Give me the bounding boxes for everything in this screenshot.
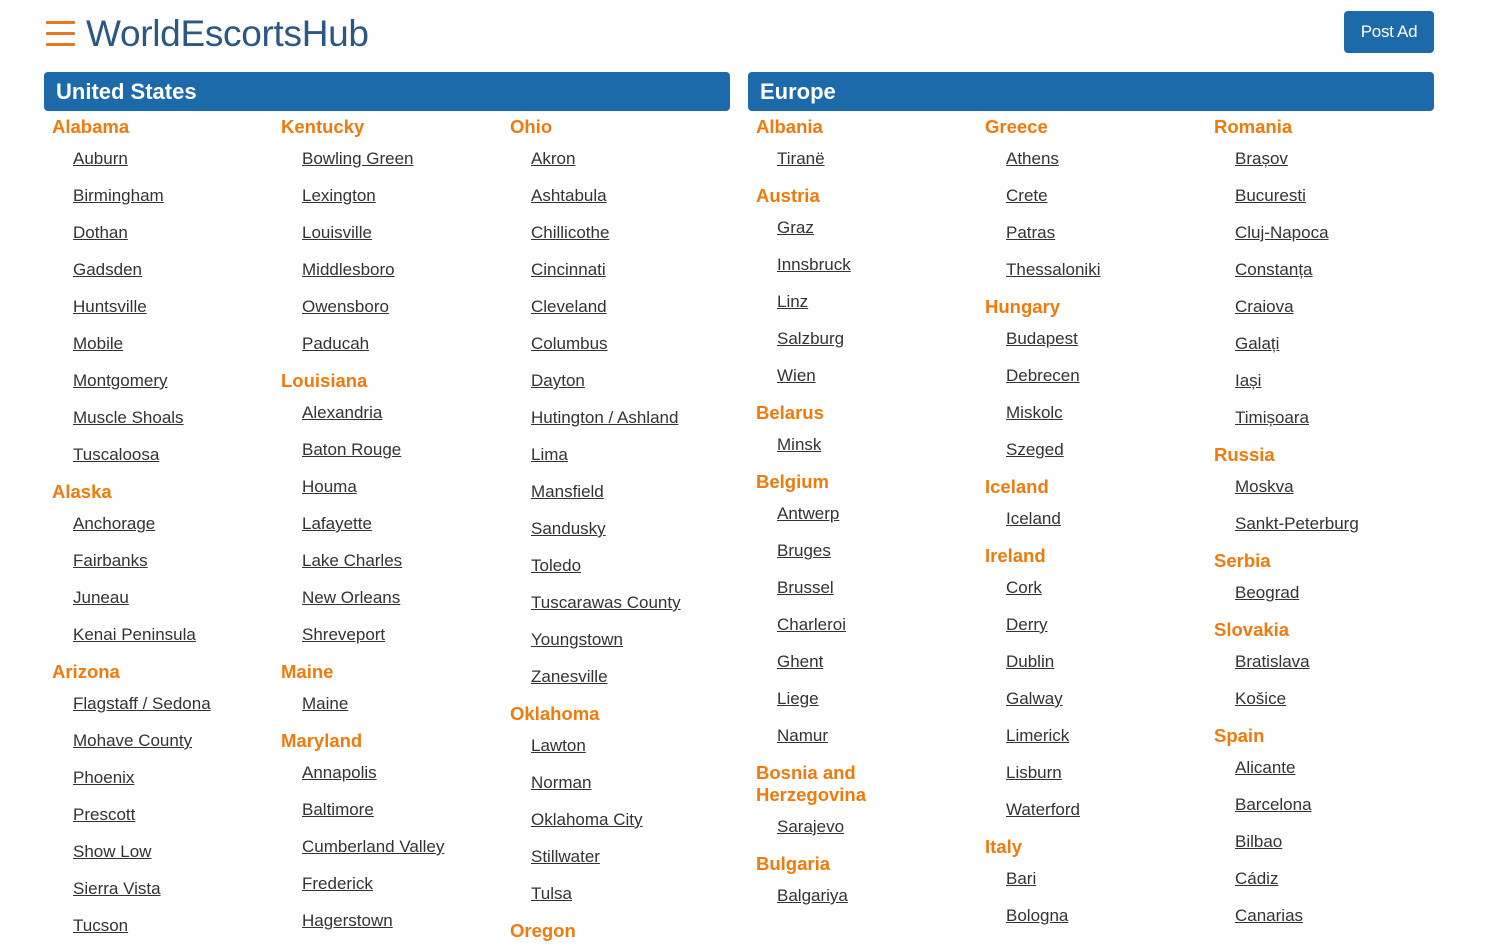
location-group (281, 366, 502, 657)
city-link[interactable]: Norman (531, 773, 592, 792)
city-link[interactable]: Namur (777, 726, 829, 745)
city-link[interactable]: Bari (1006, 869, 1037, 888)
location-column (502, 111, 731, 948)
city-link[interactable]: Waterford (1006, 800, 1081, 819)
post-ad-button[interactable]: Post Ad (1344, 11, 1434, 53)
location-group-heading: Iceland (985, 476, 1049, 497)
location-group (52, 477, 273, 657)
location-group (1214, 440, 1435, 546)
city-link[interactable]: Bratislava (1235, 652, 1310, 671)
city-link[interactable]: Ghent (777, 652, 824, 671)
top-bar (0, 0, 1486, 70)
menu-bar-line (46, 21, 75, 24)
city-link[interactable]: Baton Rouge (302, 440, 402, 459)
city-link[interactable]: Prescott (73, 805, 136, 824)
city-link[interactable]: Mansfield (531, 482, 604, 501)
city-link[interactable]: Košice (1235, 689, 1287, 708)
city-link[interactable]: Ashtabula (531, 186, 607, 205)
city-link[interactable]: Chillicothe (531, 223, 610, 242)
location-group-heading: Oklahoma (510, 703, 600, 724)
city-link[interactable]: Salzburg (777, 329, 845, 348)
city-link[interactable]: Brașov (1235, 149, 1288, 168)
location-group (281, 111, 502, 366)
site-logo[interactable]: WorldEscortsHub (86, 13, 369, 54)
location-group-heading: Alabama (52, 116, 130, 137)
city-link[interactable]: Crete (1006, 186, 1048, 205)
city-link[interactable]: Shreveport (302, 625, 386, 644)
city-link[interactable]: Show Low (73, 842, 152, 861)
city-link[interactable]: Frederick (302, 874, 373, 893)
city-link[interactable]: Charleroi (777, 615, 846, 634)
city-link[interactable]: Antwerp (777, 504, 840, 523)
location-group (985, 832, 1206, 938)
location-column (977, 111, 1206, 938)
region-europe (748, 72, 1434, 925)
city-link[interactable]: Juneau (73, 588, 129, 607)
city-link[interactable]: Cleveland (531, 297, 607, 316)
location-group (510, 699, 731, 916)
location-group (1214, 721, 1435, 938)
city-link[interactable]: Baltimore (302, 800, 374, 819)
city-link[interactable]: Dublin (1006, 652, 1055, 671)
region-united-states (44, 72, 730, 941)
location-group (756, 398, 977, 467)
city-link[interactable]: Sankt-Peterburg (1235, 514, 1359, 533)
location-group (1214, 546, 1435, 615)
city-link[interactable]: Dothan (73, 223, 128, 242)
location-group (756, 111, 977, 181)
city-link[interactable]: Mohave County (73, 731, 193, 750)
location-column (273, 111, 502, 943)
city-link[interactable]: Tuscarawas County (531, 593, 681, 612)
location-group (756, 758, 977, 849)
location-group-heading: Hungary (985, 296, 1061, 317)
city-link[interactable]: Lafayette (302, 514, 372, 533)
location-group-heading: Belgium (756, 471, 829, 492)
location-group-heading: Bulgaria (756, 853, 831, 874)
city-link[interactable]: Akron (531, 149, 576, 168)
city-link[interactable]: Lake Charles (302, 551, 403, 570)
city-link[interactable]: New Orleans (302, 588, 401, 607)
city-link[interactable]: Cumberland Valley (302, 837, 445, 856)
location-group-heading: Russia (1214, 444, 1275, 465)
city-link[interactable]: Tiranë (777, 149, 825, 168)
city-link[interactable]: Bilbao (1235, 832, 1283, 851)
location-group-heading: Arizona (52, 661, 120, 682)
city-link[interactable]: Houma (302, 477, 357, 496)
city-link[interactable]: Lisburn (1006, 763, 1062, 782)
location-group-heading: Louisiana (281, 370, 368, 391)
city-link[interactable]: Sandusky (531, 519, 606, 538)
city-link[interactable]: Patras (1006, 223, 1056, 242)
city-link[interactable]: Dayton (531, 371, 585, 390)
city-link[interactable]: Louisville (302, 223, 372, 242)
city-link[interactable]: Middlesboro (302, 260, 395, 279)
city-link[interactable]: Craiova (1235, 297, 1294, 316)
city-link[interactable]: Oklahoma City (531, 810, 643, 829)
city-link[interactable]: Bruges (777, 541, 831, 560)
city-link[interactable]: Barcelona (1235, 795, 1312, 814)
city-link[interactable]: Toledo (531, 556, 582, 575)
city-link[interactable]: Lawton (531, 736, 586, 755)
city-link[interactable]: Tuscaloosa (73, 445, 160, 464)
city-link[interactable]: Muscle Shoals (73, 408, 184, 427)
location-group (756, 181, 977, 398)
location-column (1206, 111, 1435, 938)
city-link[interactable]: Iceland (1006, 509, 1061, 528)
location-group (756, 467, 977, 758)
city-link[interactable]: Liege (777, 689, 819, 708)
location-group (510, 111, 731, 699)
city-link[interactable]: Constanța (1235, 260, 1313, 279)
city-link[interactable]: Szeged (1006, 440, 1064, 459)
location-group (985, 541, 1206, 832)
city-link[interactable]: Galway (1006, 689, 1063, 708)
city-link[interactable]: Canarias (1235, 906, 1304, 925)
location-group-heading: Ireland (985, 545, 1046, 566)
location-column (44, 111, 273, 948)
city-link[interactable]: Miskolc (1006, 403, 1063, 422)
location-group (1214, 615, 1435, 721)
location-group (52, 111, 273, 477)
location-group-heading: Kentucky (281, 116, 365, 137)
city-link[interactable]: Tucson (73, 916, 129, 935)
city-link[interactable]: Alicante (1235, 758, 1296, 777)
city-link[interactable]: Cork (1006, 578, 1042, 597)
location-group (52, 657, 273, 948)
city-link[interactable]: Hutington / Ashland (531, 408, 679, 427)
location-group-heading: Albania (756, 116, 823, 137)
location-group-heading: Alaska (52, 481, 112, 502)
location-group-heading: Serbia (1214, 550, 1271, 571)
city-link[interactable]: Fairbanks (73, 551, 148, 570)
city-link[interactable]: Huntsville (73, 297, 147, 316)
city-link[interactable]: Sarajevo (777, 817, 845, 836)
location-group-heading: Bosnia and Herzegovina (756, 762, 867, 805)
location-group-heading: Oregon (510, 920, 576, 941)
city-link[interactable]: Youngstown (531, 630, 624, 649)
location-group-heading: Greece (985, 116, 1048, 137)
region-title: Europe (748, 72, 1434, 111)
city-link[interactable]: Lexington (302, 186, 376, 205)
city-link[interactable]: Debrecen (1006, 366, 1080, 385)
city-link[interactable]: Linz (777, 292, 809, 311)
location-group-heading: Austria (756, 185, 820, 206)
city-link[interactable]: Tulsa (531, 884, 572, 903)
city-link[interactable]: Annapolis (302, 763, 377, 782)
city-link[interactable]: Columbus (531, 334, 608, 353)
location-group-heading: Maryland (281, 730, 363, 751)
location-group-heading: Italy (985, 836, 1023, 857)
city-link[interactable]: Athens (1006, 149, 1059, 168)
city-link[interactable]: Zanesville (531, 667, 608, 686)
city-link[interactable]: Kenai Peninsula (73, 625, 196, 644)
city-link[interactable]: Stillwater (531, 847, 600, 866)
city-link[interactable]: Montgomery (73, 371, 168, 390)
city-link[interactable]: Galați (1235, 334, 1280, 353)
location-group (1214, 111, 1435, 440)
city-link[interactable]: Balgariya (777, 886, 848, 905)
city-link[interactable]: Beograd (1235, 583, 1300, 602)
location-group-heading: Spain (1214, 725, 1265, 746)
city-link[interactable]: Brussel (777, 578, 834, 597)
city-link[interactable]: Cádiz (1235, 869, 1279, 888)
city-link[interactable]: Cluj-Napoca (1235, 223, 1329, 242)
city-link[interactable]: Gadsden (73, 260, 142, 279)
city-link[interactable]: Auburn (73, 149, 128, 168)
city-link[interactable]: Iași (1235, 371, 1262, 390)
hamburger-menu-icon[interactable] (46, 18, 75, 48)
location-group (281, 726, 502, 943)
location-group (756, 849, 977, 918)
location-group-heading: Romania (1214, 116, 1293, 137)
city-link[interactable]: Limerick (1006, 726, 1070, 745)
region-title: United States (44, 72, 730, 111)
city-link[interactable]: Timișoara (1235, 408, 1309, 427)
city-link[interactable]: Wien (777, 366, 816, 385)
location-group (985, 111, 1206, 292)
city-link[interactable]: Anchorage (73, 514, 156, 533)
city-link[interactable]: Graz (777, 218, 814, 237)
location-group (985, 472, 1206, 541)
city-link[interactable]: Derry (1006, 615, 1048, 634)
city-link[interactable]: Thessaloniki (1006, 260, 1101, 279)
menu-bar-line (46, 43, 75, 46)
location-group-heading: Belarus (756, 402, 824, 423)
city-link[interactable]: Owensboro (302, 297, 389, 316)
city-link[interactable]: Budapest (1006, 329, 1078, 348)
city-link[interactable]: Lima (531, 445, 568, 464)
location-group-heading: Slovakia (1214, 619, 1290, 640)
location-column (748, 111, 977, 918)
location-group-heading: Ohio (510, 116, 553, 137)
location-group-heading: Maine (281, 661, 334, 682)
city-link[interactable]: Sierra Vista (73, 879, 161, 898)
city-link[interactable]: Flagstaff / Sedona (73, 694, 211, 713)
city-link[interactable]: Moskva (1235, 477, 1294, 496)
menu-bar-line (46, 32, 75, 35)
city-link[interactable]: Maine (302, 694, 349, 713)
city-link[interactable]: Mobile (73, 334, 124, 353)
location-group (510, 916, 731, 948)
city-link[interactable]: Hagerstown (302, 911, 393, 930)
city-link[interactable]: Minsk (777, 435, 822, 454)
location-group (281, 657, 502, 726)
location-group (985, 292, 1206, 472)
city-link[interactable]: Alexandria (302, 403, 383, 422)
city-link[interactable]: Phoenix (73, 768, 135, 787)
city-link[interactable]: Paducah (302, 334, 370, 353)
city-link[interactable]: Innsbruck (777, 255, 851, 274)
city-link[interactable]: Birmingham (73, 186, 164, 205)
city-link[interactable]: Bucuresti (1235, 186, 1306, 205)
city-link[interactable]: Cincinnati (531, 260, 606, 279)
city-link[interactable]: Bowling Green (302, 149, 414, 168)
city-link[interactable]: Bologna (1006, 906, 1069, 925)
